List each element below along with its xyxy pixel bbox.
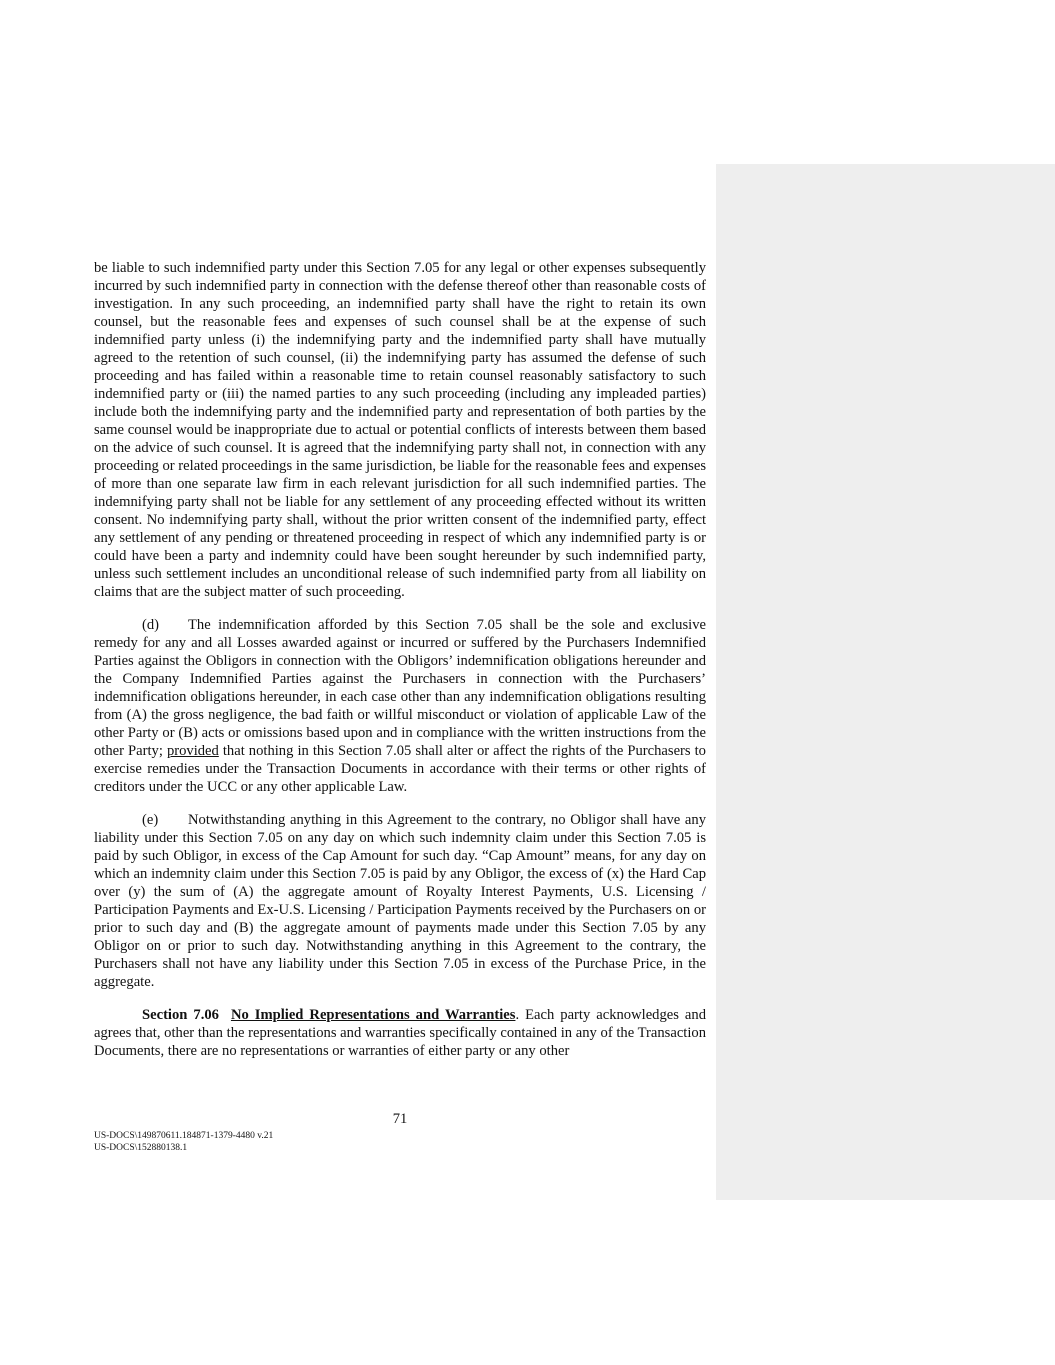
paragraph-continuation: be liable to such indemnified party under this Section 7.05 for any legal or other expenses subsequently incurred by such indemnified party in connection with the defense thereof other than reasonable costs of investigation. In any such proceeding, an indemnified party shall have the right to retain its own counsel, but the reasonable fees and expenses of such counsel shall be at the expense of such indemnified party unless (i) the indemnifying party and the indemnified party shall have mutually agreed to the retention of such counsel, (ii) the indemnifying party has assumed the defense of such proceeding and has failed within a reasonable time to retain counsel reasonably satisfactory to such indemnified party or (iii) the named parties to any such proceeding (including any impleaded parties) include both the indemnifying party and the indemnified party and representation of both parties by the same counsel would be inappropriate due to actual or potential conflicts of interests between them based on the advice of such counsel. It is agreed that the indemnifying party shall not, in connection with any proceeding or related proceedings in the same jurisdiction, be liable for the reasonable fees and expenses of more than one separate law firm in each relevant jurisdiction for all such indemnified parties. The indemnifying party shall not be liable for any settlement of any proceeding effected without its written consent. No indemnifying party shall, without the prior written consent of the indemnified party, effect any settlement of any pending or threatened proceeding in respect of which any indemnified party is or could have been a party and indemnity could have been sought hereunder by such indemnified party, unless such settlement includes an unconditional release of such indemnified party from all liability on claims that are the subject matter of such proceeding. [94,260,706,600]
section-title: No Implied Representations and Warranties [230,1007,516,1023]
provided-term: provided [166,743,219,759]
section-7-06 [94,1006,706,1060]
paragraph-d-label: (d) [142,617,160,633]
document-identifiers [94,1130,273,1154]
paragraph-e-label: (e) [142,812,159,828]
doc-id-line-1: US-DOCS\149870611.184871-1379-4480 v.21 [94,1131,274,1141]
paragraph-d [94,616,706,796]
comment-margin-pane [716,164,1055,1200]
paragraph-d-text-after: that nothing in this Section 7.05 shall alter or affect the rights of the Purchasers to exercise remedies under the Transaction Documents in accordance with their terms or other rights of creditors under the UCC or any other applicable Law. [94,743,706,795]
paragraph-e [94,811,706,991]
section-number: Section 7.06 [142,1007,219,1023]
section-text: . Each party acknowledges and agrees that, other than the representations and warranties specifically contained in any of the Transaction Documents, there are no representations or warranties of either party or any other [94,1007,706,1059]
document-body [94,259,706,1075]
doc-id-line-2: US-DOCS\152880138.1 [94,1143,188,1153]
paragraph-e-text: Notwithstanding anything in this Agreement to the contrary, no Obligor shall have any liability under this Section 7.05 on any day on which such indemnity claim under this Section 7.05 is paid by such Obligor, in excess of the Cap Amount for such day. “Cap Amount” means, for any day on which an indemnity claim under this Section 7.05 is paid by any Obligor, the excess of (x) the Hard Cap over (y) the sum of (A) the aggregate amount of Royalty Interest Payments, U.S. Licensing / Participation Payments and Ex-U.S. Licensing / Participation Payments received by the Purchasers on or prior to such day and (B) the aggregate amount of payments made under this Section 7.05 by any Obligor on or prior to such day. Notwithstanding anything in this Agreement to the contrary, the Purchasers shall not have any liability under this Section 7.05 in excess of the Purchase Price, in the aggregate. [94,812,706,990]
page-number: 71 [392,1111,408,1127]
paragraph-d-text-before: The indemnification afforded by this Section 7.05 shall be the sole and exclusive remedy for any and all Losses awarded against or incurred or suffered by the Purchasers Indemnified Parties against the Obligors in connection with the Obligors’ indemnification obligations hereunder and the Company Indemnified Parties against the Purchasers in connection with the Purchasers’ indemnification obligations hereunder, in each case other than any indemnification obligations resulting from (A) the gross negligence, the bad faith or willful misconduct or violation of applicable Law of the other Party or (B) acts or omissions based upon and in compliance with the written instructions from the other Party; [94,617,706,759]
